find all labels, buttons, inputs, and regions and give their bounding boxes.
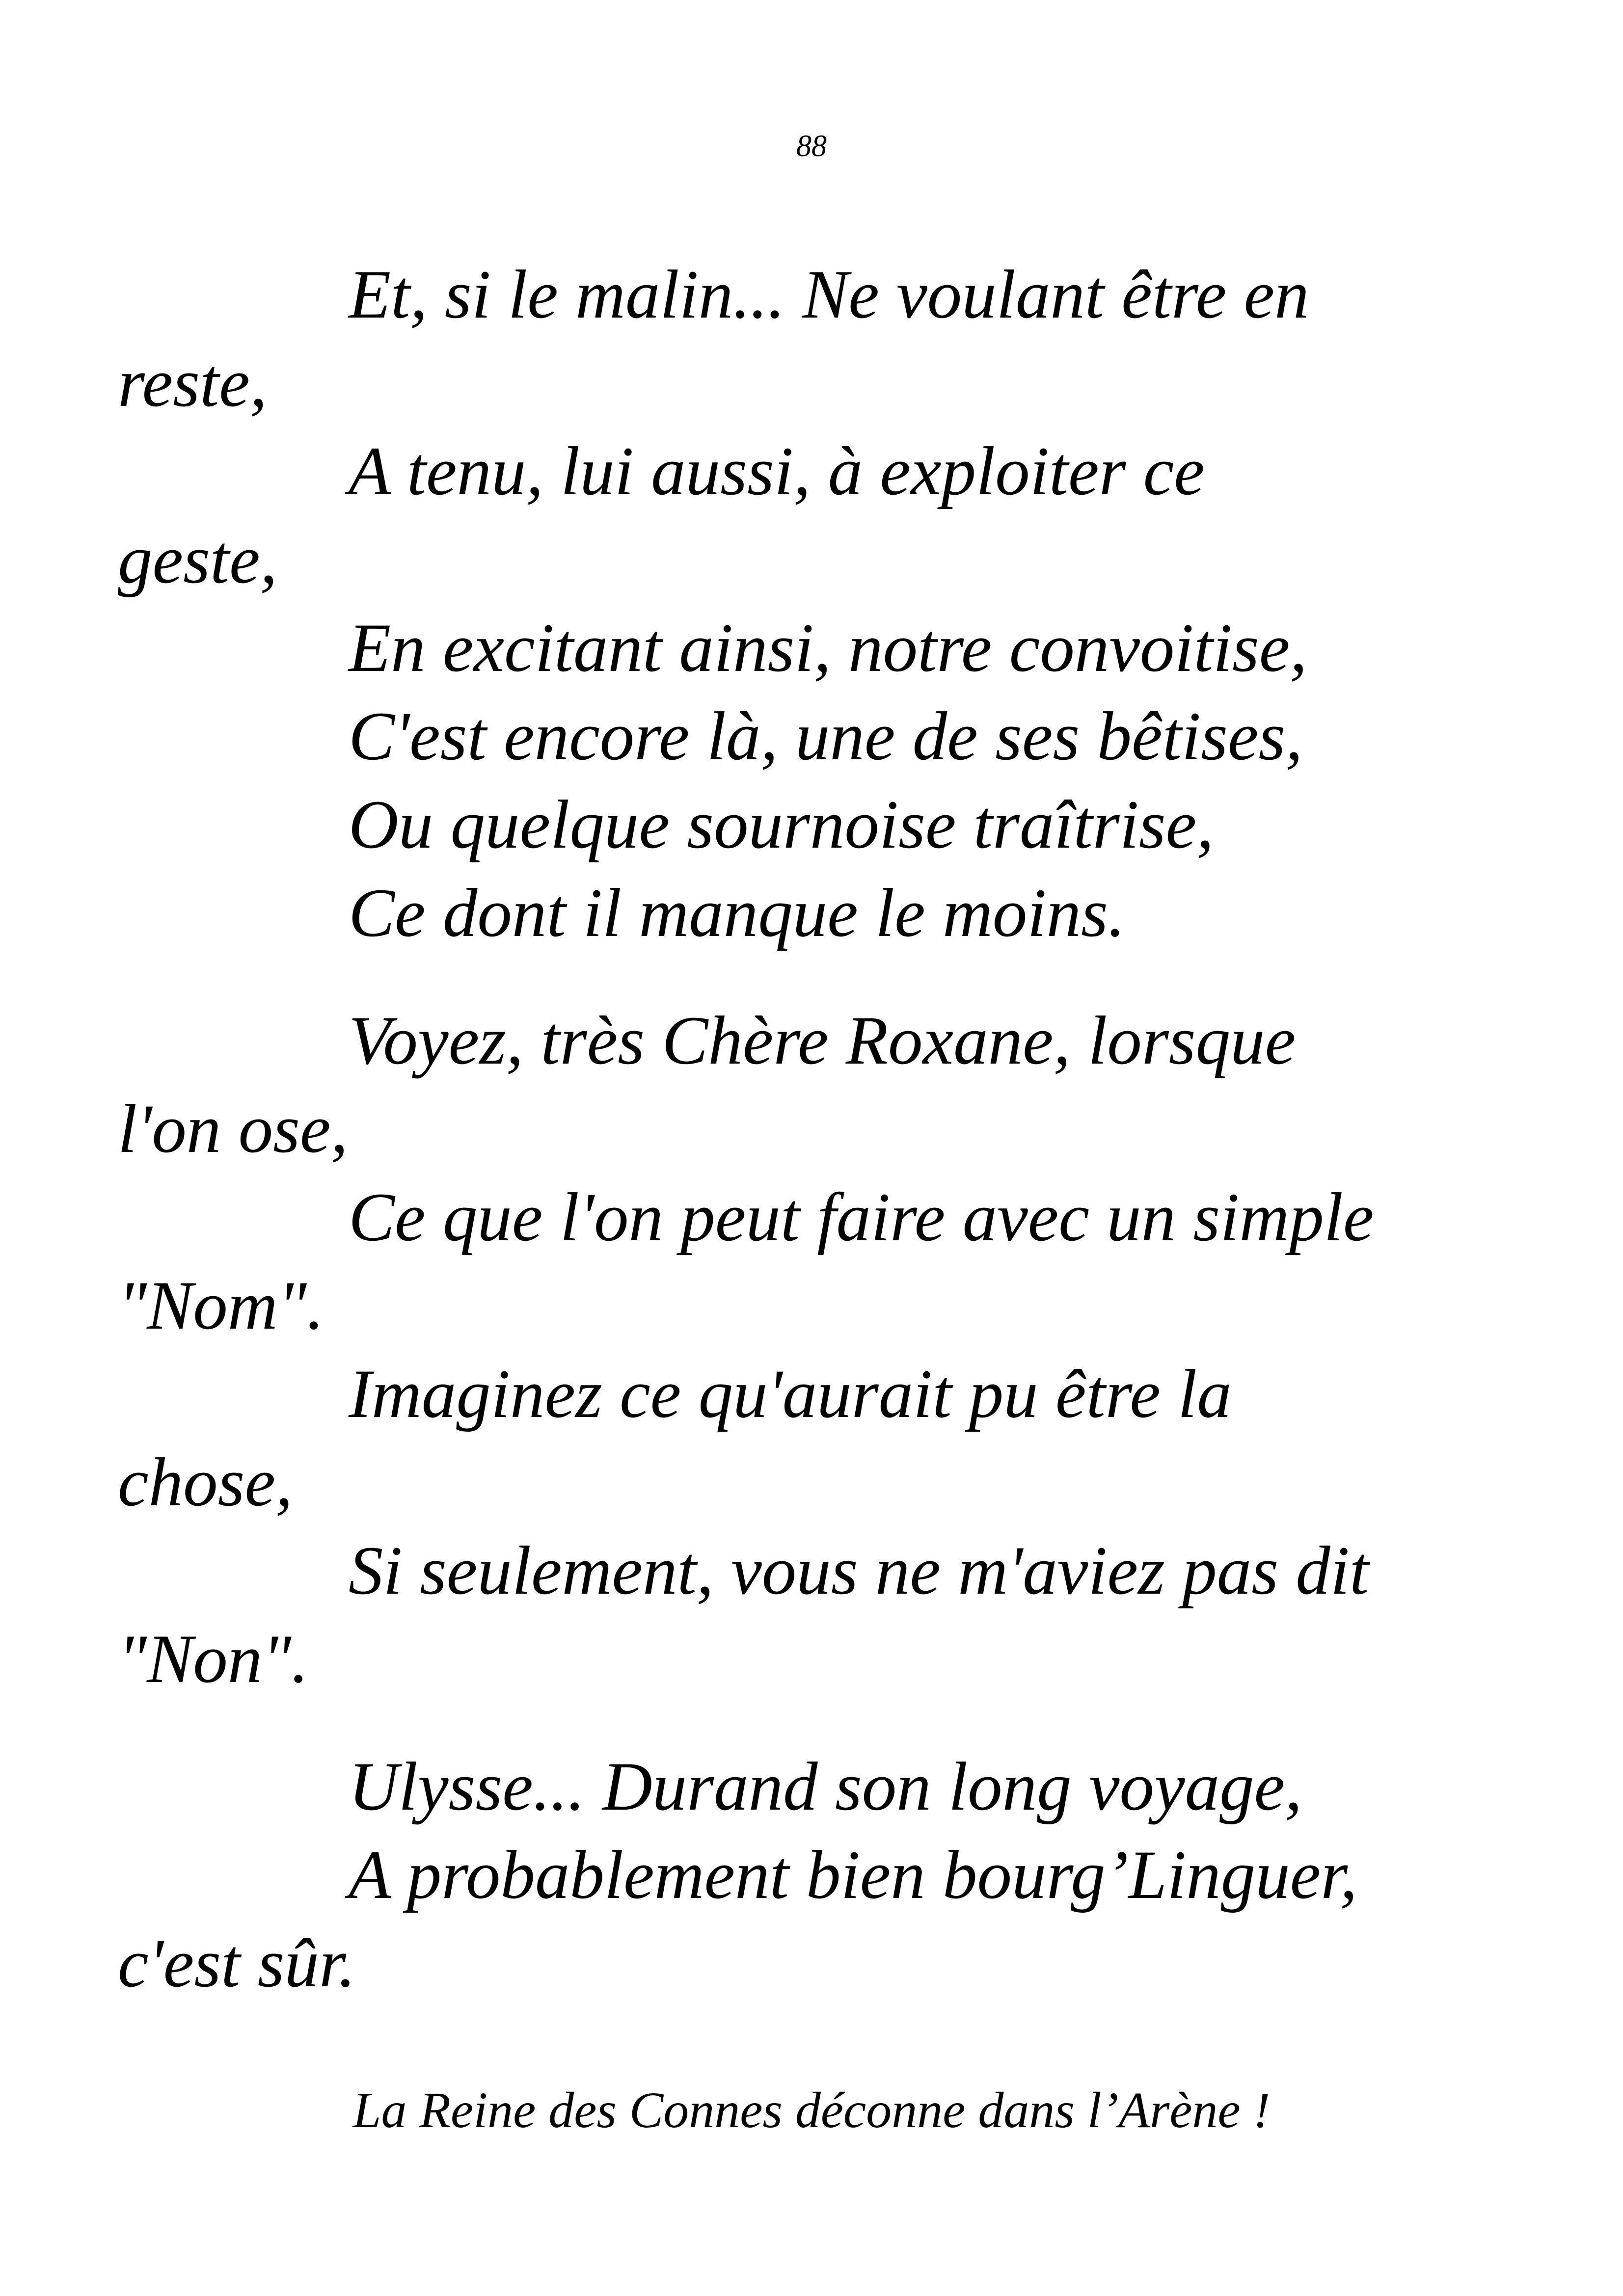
- poem-line-continuation: reste,: [118, 345, 268, 421]
- poem-line-continuation: "Non".: [118, 1621, 309, 1697]
- poem-line: A probablement bien bourg’Linguer,: [349, 1837, 1357, 1913]
- poem-line: Si seulement, vous ne m'aviez pas dit: [349, 1532, 1369, 1609]
- poem-line: A tenu, lui aussi, à exploiter ce: [349, 433, 1205, 509]
- poem-line: Ou quelque sournoise traîtrise,: [349, 786, 1214, 863]
- page-number: 88: [796, 130, 827, 163]
- poem-line: Ce que l'on peut faire avec un simple: [349, 1179, 1374, 1255]
- poem-line-continuation: chose,: [118, 1444, 293, 1521]
- poem-line: En excitant ainsi, notre convoitise,: [349, 610, 1307, 686]
- poem-line: Et, si le malin... Ne voulant être en: [349, 256, 1309, 333]
- poem-line: C'est encore là, une de ses bêtises,: [349, 698, 1303, 774]
- poem-line: Ce dont il manque le moins.: [349, 875, 1126, 951]
- poem-line: Ulysse... Durand son long voyage,: [349, 1748, 1302, 1825]
- poem-line-continuation: "Nom".: [118, 1267, 325, 1344]
- poem-line-continuation: c'est sûr.: [118, 1925, 356, 2002]
- poem-line-continuation: geste,: [118, 521, 277, 598]
- poem-line: Imaginez ce qu'aurait pu être la: [349, 1356, 1232, 1432]
- poem-line-continuation: l'on ose,: [118, 1091, 348, 1167]
- footer-title: La Reine des Connes déconne dans l’Arène !: [352, 2082, 1271, 2138]
- poem-line: Voyez, très Chère Roxane, lorsque: [349, 1002, 1296, 1079]
